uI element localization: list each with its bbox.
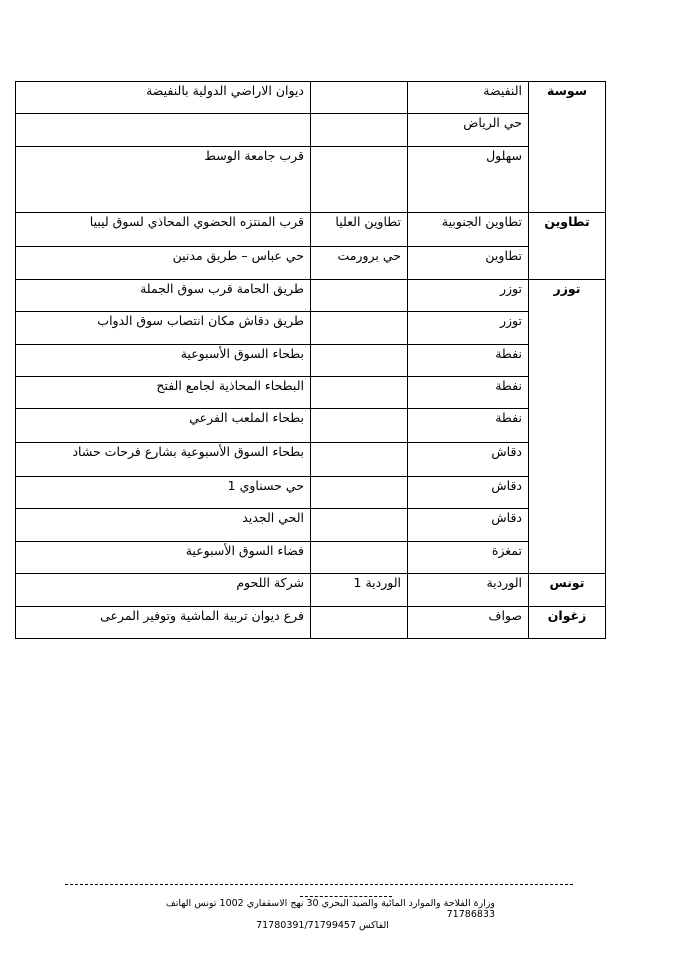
- governorate-cell: زغوان: [529, 607, 606, 639]
- address-cell: شركة اللحوم: [16, 574, 311, 607]
- place-cell: [311, 409, 408, 443]
- table-row: [16, 542, 606, 574]
- footer-divider-short: [300, 896, 392, 897]
- locality-cell: توزر: [408, 280, 529, 312]
- locality-cell: نفطة: [408, 409, 529, 443]
- place-cell: [311, 542, 408, 574]
- address-cell: فضاء السوق الأسبوعية: [16, 542, 311, 574]
- table-row: [16, 312, 606, 345]
- footer: [150, 898, 495, 931]
- address-cell: حي عباس – طريق مدنين: [16, 247, 311, 280]
- locality-cell: دقاش: [408, 443, 529, 477]
- table-row: [16, 607, 606, 639]
- locality-cell: صواف: [408, 607, 529, 639]
- place-cell: تطاوين العليا: [311, 213, 408, 247]
- address-cell: بطحاء السوق الأسبوعية: [16, 345, 311, 377]
- locality-cell: توزر: [408, 312, 529, 345]
- table-row: [16, 114, 606, 147]
- locality-cell: تطاوين: [408, 247, 529, 280]
- place-cell: [311, 477, 408, 509]
- address-cell: طريق الحامة قرب سوق الجملة: [16, 280, 311, 312]
- address-cell: حي حسناوي 1: [16, 477, 311, 509]
- table-row: [16, 147, 606, 213]
- locality-cell: النفيضة: [408, 82, 529, 114]
- table-row: [16, 443, 606, 477]
- place-cell: [311, 82, 408, 114]
- governorate-cell: تطاوين: [529, 213, 606, 280]
- locality-cell: سهلول: [408, 147, 529, 213]
- place-cell: [311, 345, 408, 377]
- table-row: [16, 477, 606, 509]
- address-cell: ديوان الاراضي الدولية بالنفيضة: [16, 82, 311, 114]
- place-cell: [311, 280, 408, 312]
- table-row: [16, 247, 606, 280]
- table-row: [16, 280, 606, 312]
- place-cell: [311, 312, 408, 345]
- place-cell: الوردية 1: [311, 574, 408, 607]
- governorate-cell: توزر: [529, 280, 606, 574]
- address-cell: الحي الجديد: [16, 509, 311, 542]
- footer-address: وزارة الفلاحة والموارد المائية والصيد البحري 30 نهج الاسقفاري 1002 تونس الهاتف 71786833: [165, 898, 495, 920]
- table-row: [16, 574, 606, 607]
- locality-cell: دقاش: [408, 477, 529, 509]
- locality-cell: حي الرياض: [408, 114, 529, 147]
- table-row: [16, 82, 606, 114]
- table-body: [16, 82, 606, 639]
- table-row: [16, 345, 606, 377]
- address-cell: طريق دقاش مكان انتصاب سوق الدواب: [16, 312, 311, 345]
- markets-table: [15, 81, 606, 639]
- governorate-cell: تونس: [529, 574, 606, 607]
- address-cell: بطحاء الملعب الفرعي: [16, 409, 311, 443]
- table-row: [16, 213, 606, 247]
- locality-cell: دقاش: [408, 509, 529, 542]
- locality-cell: تمغزة: [408, 542, 529, 574]
- address-cell: فرع ديوان تربية الماشية وتوفير المرعى: [16, 607, 311, 639]
- place-cell: حي برورمت: [311, 247, 408, 280]
- table-row: [16, 509, 606, 542]
- table-row: [16, 377, 606, 409]
- table-row: [16, 409, 606, 443]
- locality-cell: نفطة: [408, 345, 529, 377]
- place-cell: [311, 607, 408, 639]
- address-cell: البطحاء المحاذية لجامع الفتح: [16, 377, 311, 409]
- place-cell: [311, 114, 408, 147]
- address-cell: [16, 114, 311, 147]
- locality-cell: الوردية: [408, 574, 529, 607]
- place-cell: [311, 443, 408, 477]
- address-cell: قرب المنتزه الحضوي المحاذي لسوق ليبيا: [16, 213, 311, 247]
- locality-cell: نفطة: [408, 377, 529, 409]
- place-cell: [311, 377, 408, 409]
- place-cell: [311, 147, 408, 213]
- locality-cell: تطاوين الجنوبية: [408, 213, 529, 247]
- footer-divider: [65, 884, 573, 885]
- address-cell: بطحاء السوق الأسبوعية بشارع فرحات حشاد: [16, 443, 311, 477]
- footer-fax: الفاكس 71780391/71799457: [256, 920, 389, 931]
- governorate-cell: سوسة: [529, 82, 606, 213]
- place-cell: [311, 509, 408, 542]
- address-cell: قرب جامعة الوسط: [16, 147, 311, 213]
